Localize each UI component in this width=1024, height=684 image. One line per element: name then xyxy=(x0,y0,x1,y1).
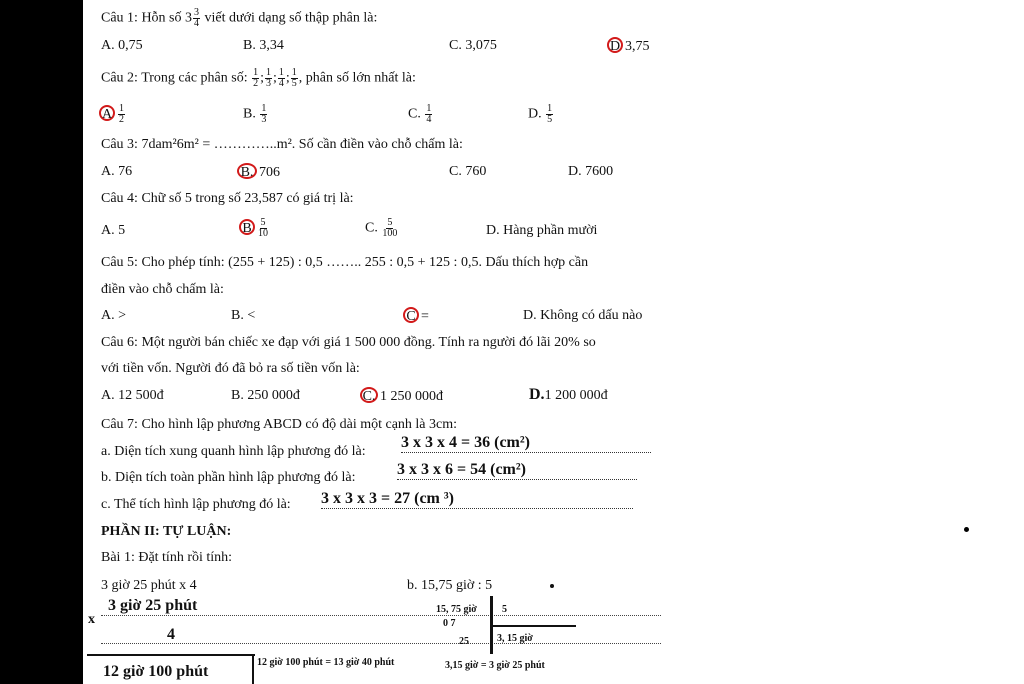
div-divisor: 5 xyxy=(502,604,507,615)
answer-circle: C xyxy=(403,307,419,323)
mult-result: 12 giờ 100 phút xyxy=(103,663,209,680)
answer-circle: B. xyxy=(237,163,257,179)
q4-option-b[interactable]: B $\frac{5}{10}$ xyxy=(239,218,269,239)
q6-option-d[interactable]: D.1 200 000đ xyxy=(529,386,608,403)
q1-option-c[interactable]: C. 3,075 xyxy=(449,38,497,53)
exercise-1: Bài 1: Đặt tính rồi tính: xyxy=(101,550,233,565)
q2-option-c[interactable]: C. $\frac{1}{4}$ xyxy=(408,103,432,125)
answer-circle: B xyxy=(239,219,255,235)
div-note: 3,15 giờ = 3 giờ 25 phút xyxy=(445,660,545,671)
mult-sign: x xyxy=(88,612,95,627)
q5-option-a[interactable]: A. > xyxy=(101,308,127,323)
div-remainder-2: 25 xyxy=(459,636,469,647)
div-remainder-1: 0 7 xyxy=(443,618,456,629)
question-4: Câu 4: Chữ số 5 trong số 23,587 có giá trị là: xyxy=(101,191,354,206)
q1-option-b[interactable]: B. 3,34 xyxy=(243,38,284,53)
q1-option-a[interactable]: A. 0,75 xyxy=(101,38,143,53)
question-6-line1: Câu 6: Một người bán chiếc xe đạp với giá 1 500 000 đồng. Tính ra người đó lãi 20% so xyxy=(101,335,596,350)
q4-option-d[interactable]: D. Hàng phần mười xyxy=(486,223,598,238)
div-rule-horiz xyxy=(491,625,576,627)
q7-b-answer: 3 x 3 x 6 = 54 (cm²) xyxy=(397,461,637,480)
q3-option-b[interactable]: B. 706 xyxy=(237,163,280,181)
dotted-line-1 xyxy=(101,615,661,616)
answer-circle: C. xyxy=(360,387,378,403)
blank-right-panel xyxy=(769,0,1024,684)
mult-rule xyxy=(87,654,255,656)
dotted-line-2 xyxy=(101,643,661,644)
mult-top: 3 giờ 25 phút xyxy=(108,597,198,614)
part-2-title: PHẦN II: TỰ LUẬN: xyxy=(101,524,232,539)
question-2: Câu 2: Trong các phân số: $\frac{1}{2}$ ; $\frac{1}{3}$ ; $\frac{1}{4}$ ; $\frac{1}{5}$ , phân số lớn nhất là: xyxy=(101,67,416,89)
q6-option-b[interactable]: B. 250 000đ xyxy=(231,388,300,403)
exercise-1b: b. 15,75 giờ : 5 xyxy=(407,578,493,593)
q2-option-b[interactable]: B. $\frac{1}{3}$ xyxy=(243,103,267,125)
exercise-1a: 3 giờ 25 phút x 4 xyxy=(101,578,197,593)
q7-a-answer: 3 x 3 x 4 = 36 (cm²) xyxy=(401,434,651,453)
question-7: Câu 7: Cho hình lập phương ABCD có độ dài một cạnh là 3cm: xyxy=(101,417,458,432)
q1-text: Câu 1: Hỗn số 3 xyxy=(101,10,192,26)
q7-b-label: b. Diện tích toàn phần hình lập phương đó là: xyxy=(101,470,356,485)
question-1: Câu 1: Hỗn số 3 $\frac{3}{4}$ viết dưới dạng số thập phân là: xyxy=(101,7,378,29)
question-5-line2: điền vào chỗ chấm là: xyxy=(101,282,224,297)
q5-option-c[interactable]: C = xyxy=(403,307,429,325)
q3-option-d[interactable]: D. 7600 xyxy=(568,164,614,179)
question-6-line2: với tiền vốn. Người đó đã bỏ ra số tiền vốn là: xyxy=(101,361,360,376)
stray-dot xyxy=(550,584,554,588)
q6-option-a[interactable]: A. 12 500đ xyxy=(101,388,164,403)
q7-c-label: c. Thể tích hình lập phương đó là: xyxy=(101,497,291,512)
answer-circle: D xyxy=(607,37,623,53)
div-quotient: 3, 15 giờ xyxy=(497,633,533,644)
q2-option-a[interactable]: A $\frac{1}{2}$ xyxy=(99,104,126,125)
q1-fraction: $\frac{3}{4}$ xyxy=(194,7,199,29)
q5-option-b[interactable]: B. < xyxy=(231,308,256,323)
q1-option-d[interactable]: D 3,75 xyxy=(607,37,650,55)
answer-circle: A xyxy=(99,105,115,121)
mult-rule-vert xyxy=(252,654,254,684)
question-5-line1: Câu 5: Cho phép tính: (255 + 125) : 0,5 …….. 255 : 0,5 + 125 : 0,5. Dấu thích hợp cần xyxy=(101,255,589,270)
q7-a-label: a. Diện tích xung quanh hình lập phương đó là: xyxy=(101,444,366,459)
worksheet-page xyxy=(83,0,769,684)
q3-option-a[interactable]: A. 76 xyxy=(101,164,133,179)
question-3: Câu 3: 7dam²6m² = …………..m². Số cần điền vào chỗ chấm là: xyxy=(101,137,463,152)
q2-option-d[interactable]: D. $\frac{1}{5}$ xyxy=(528,103,553,125)
q4-option-a[interactable]: A. 5 xyxy=(101,223,126,238)
stray-dot-right xyxy=(964,527,969,532)
mult-note: 12 giờ 100 phút = 13 giờ 40 phút xyxy=(257,657,395,668)
q4-option-c[interactable]: C. $\frac{5}{100}$ xyxy=(365,217,398,239)
mult-by: 4 xyxy=(167,626,175,643)
q6-option-c[interactable]: C. 1 250 000đ xyxy=(360,387,443,405)
q7-c-answer: 3 x 3 x 3 = 27 (cm ³) xyxy=(321,490,633,509)
q3-option-c[interactable]: C. 760 xyxy=(449,164,487,179)
q5-option-d[interactable]: D. Không có dấu nào xyxy=(523,308,643,323)
div-dividend: 15, 75 giờ xyxy=(436,604,477,615)
